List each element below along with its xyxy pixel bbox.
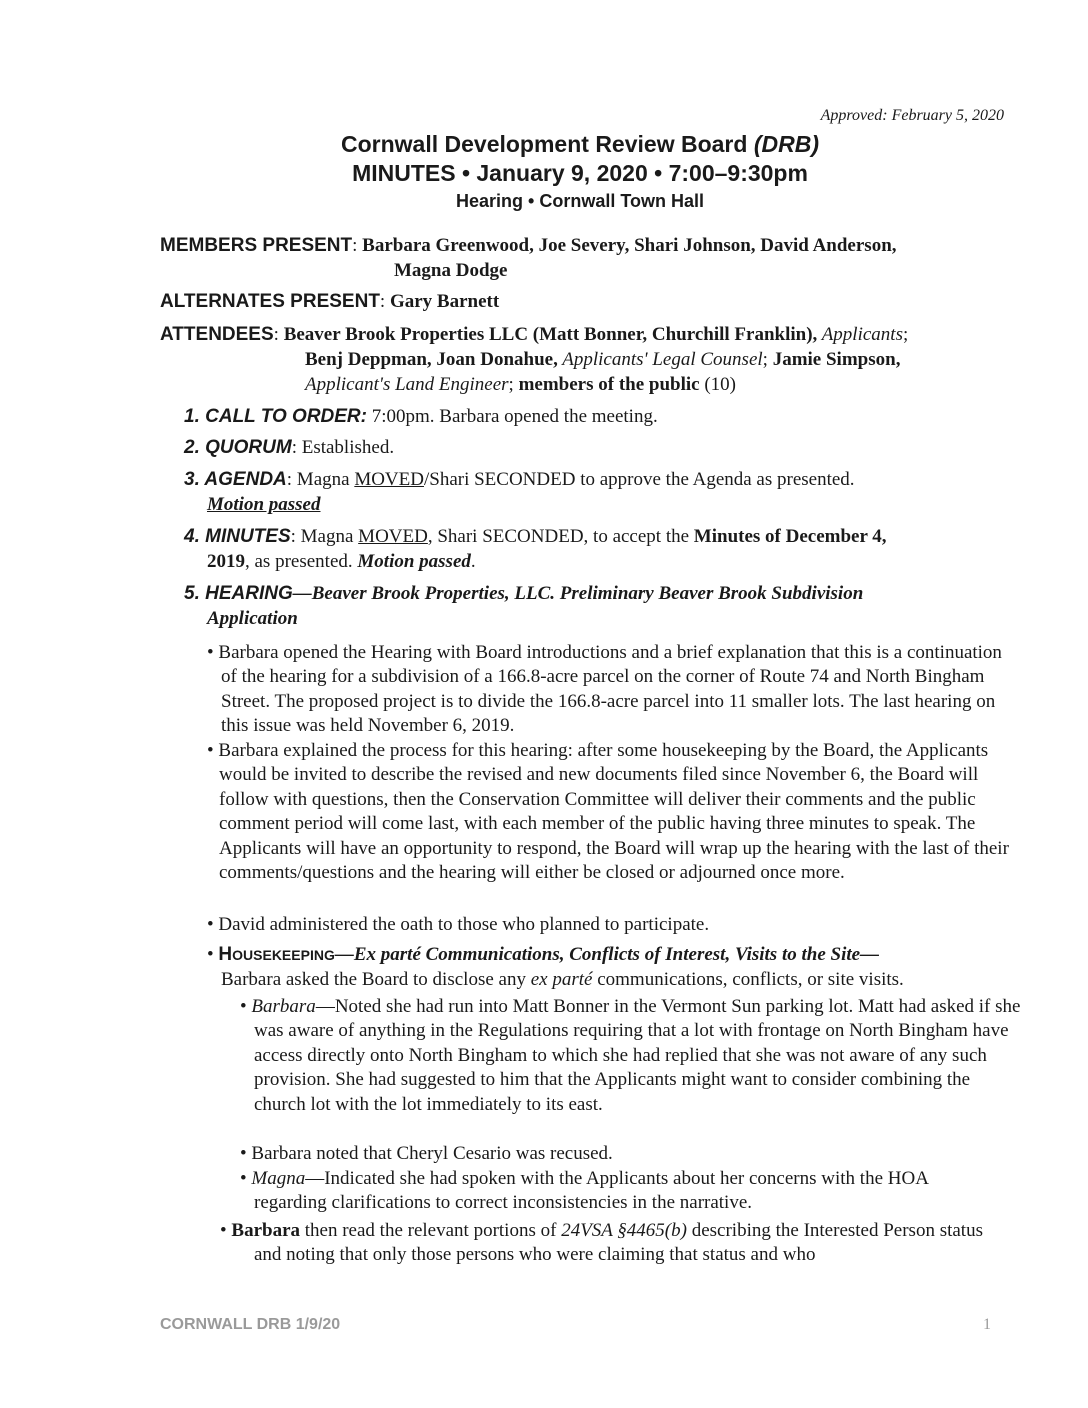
interested-person-text-b: describing the Interested Person status and noting that only those persons who were claiming that status and who <box>254 1220 983 1266</box>
alternates-colon: : <box>379 291 390 312</box>
item-4-period: . <box>470 551 476 572</box>
disclosure-magna <box>240 1167 994 1216</box>
members-label: MEMBERS PRESENT <box>160 235 353 256</box>
attendees-line2 <box>305 349 900 371</box>
item-4-text-c: , as presented. <box>245 551 358 572</box>
attendees-engineer-role: Applicant's Land Engineer <box>305 374 509 395</box>
hearing-bullet-opening: • Barbara opened the Hearing with Board introductions and a brief explanation that this is a continuation of the hearing for a subdivision of a 166.8-acre parcel on the corner of Route 74 and North Bingham Street. The proposed project is to divide the 166.8-acre parcel into 11 smaller lots. The last hearing on this issue was held November 6, 2019. <box>207 642 1002 737</box>
item-agenda <box>184 469 855 491</box>
attendees-label: ATTENDEES <box>160 324 274 345</box>
disclosure-barbara <box>240 995 1024 1117</box>
item-3-text-a: : Magna <box>286 469 355 490</box>
item-4-moved: MOVED <box>358 526 428 547</box>
item-1-text: 7:00pm. Barbara opened the meeting. <box>366 406 658 427</box>
item-5-title: —Beaver Brook Properties, LLC. Preliminary Beaver Brook Subdivision <box>292 583 864 604</box>
item-5-title-cont: Application <box>207 608 298 629</box>
attendees-line3 <box>305 374 736 396</box>
item-4-text-a: : Magna <box>290 526 359 547</box>
item-4-minutes-ref: Minutes of December 4, <box>693 526 887 547</box>
attendees-sep: ; <box>902 324 909 345</box>
disclosure-barbara-name: Barbara <box>251 996 316 1017</box>
alternates-label: ALTERNATES PRESENT <box>160 291 380 312</box>
interested-person-dot: • <box>220 1220 232 1241</box>
approved-date: Approved: February 5, 2020 <box>820 107 1004 124</box>
interested-person-name: Barbara <box>231 1220 301 1241</box>
footer-label: CORNWALL DRB 1/9/20 <box>160 1316 341 1333</box>
item-3-text-b: /Shari SECONDED to approve the Agenda as presented. <box>423 469 855 490</box>
attendees-sep3: ; <box>508 374 519 395</box>
item-3-motion-passed: Motion passed <box>207 494 321 515</box>
members-names-cont: Magna Dodge <box>394 260 508 281</box>
disclosure-recusal: • Barbara noted that Cheryl Cesario was recused. <box>240 1143 613 1164</box>
housekeeping-text-b: communications, conflicts, or site visits. <box>592 969 904 990</box>
housekeeping-heading <box>207 944 879 966</box>
attendees-engineer: Jamie Simpson, <box>772 349 901 370</box>
attendees-public-count: (10) <box>699 374 736 395</box>
alternates-names: Gary Barnett <box>389 291 500 312</box>
interested-person-bullet <box>220 1219 1010 1268</box>
hearing-bullet-process: • Barbara explained the process for this hearing: after some housekeeping by the Board, the Applicants would be invited to describe the revised and new documents filed since November 6, the Board will follow with questions, then the Conservation Committee will deliver their comments and the public comment period will come last, with each member of the public having three minutes to speak. The Applicants will have an opportunity to respond, the Board will wrap up the hearing with the last of their comments/questions and the hearing will either be closed or adjourned once more. <box>207 740 1009 884</box>
disclosure-magna-name: Magna <box>251 1168 306 1189</box>
alternates-present <box>160 291 499 313</box>
attendees-counsel: Benj Deppman, Joan Donahue, <box>305 349 558 370</box>
item-3-moved: MOVED <box>354 469 424 490</box>
document-title <box>0 131 1088 158</box>
disclosure-magna-text: —Indicated she had spoken with the Applicants about her concerns with the HOA regarding clarifications to correct inconsistencies in the narrative. <box>254 1168 928 1214</box>
members-names: Barbara Greenwood, Joe Severy, Shari Johnson, David Anderson, <box>362 235 897 256</box>
item-4-year: 2019 <box>207 551 245 572</box>
item-4-text-b: , Shari SECONDED, to accept the <box>427 526 694 547</box>
interested-person-text-a: then read the relevant portions of <box>300 1220 562 1241</box>
title-main: Cornwall Development Review Board <box>341 131 754 157</box>
attendees-applicants-role: Applicants <box>817 324 903 345</box>
item-minutes-cont <box>207 551 476 573</box>
item-quorum <box>184 437 394 459</box>
disclosure-barbara-text: —Noted she had run into Matt Bonner in the Vermont Sun parking lot. Matt had asked if she was aware of anything in the Regulations requiring that a lot with frontage on North Bingham have access directly onto North Bingham to which she had replied that she was not aware of any such provision. She had suggested to him that the Applicants might want to consider combining the church lot with the lot immediately to its east. <box>254 996 1021 1115</box>
housekeeping-text-a: Barbara asked the Board to disclose any <box>221 969 531 990</box>
housekeeping-label-rest: OUSEKEEPING <box>232 947 335 963</box>
title-abbr: (DRB) <box>753 131 819 157</box>
item-2-text: : Established. <box>291 437 395 458</box>
housekeeping-request <box>221 969 904 991</box>
members-present <box>160 235 897 257</box>
item-2-heading: 2. QUORUM <box>184 437 292 458</box>
interested-person-statute: 24VSA §4465(b) <box>561 1220 687 1241</box>
minutes-date-line: MINUTES • January 9, 2020 • 7:00–9:30pm <box>352 160 808 186</box>
attendees-public: members of the public <box>518 374 700 395</box>
item-4-heading: 4. MINUTES <box>184 526 291 547</box>
item-1-heading: 1. CALL TO ORDER: <box>184 406 367 427</box>
item-5-heading: 5. HEARING <box>184 583 293 604</box>
attendees-colon: : <box>273 324 284 345</box>
hearing-bullet-oath: • David administered the oath to those who planned to participate. <box>207 914 710 935</box>
disclosure-barbara-bullet: • <box>240 996 252 1017</box>
housekeeping-title: —Ex parté Communications, Conflicts of Interest, Visits to the Site— <box>334 944 880 965</box>
attendees-applicants: Beaver Brook Properties LLC (Matt Bonner, Churchill Franklin), <box>283 324 818 345</box>
attendees <box>160 324 908 346</box>
item-hearing <box>184 583 863 605</box>
item-call-to-order <box>184 406 658 428</box>
attendees-counsel-role: Applicants' Legal Counsel <box>557 349 763 370</box>
item-3-heading: 3. AGENDA <box>184 469 287 490</box>
page-number: 1 <box>983 1316 991 1333</box>
hearing-location-line: Hearing • Cornwall Town Hall <box>456 191 704 211</box>
housekeeping-ex-parte: ex parté <box>530 969 593 990</box>
item-minutes <box>184 526 887 548</box>
disclosure-magna-bullet: • <box>240 1168 252 1189</box>
housekeeping-bullet: • <box>207 944 219 965</box>
housekeeping-label-initial: H <box>218 944 233 965</box>
item-4-motion-passed: Motion passed <box>357 551 471 572</box>
members-colon: : <box>352 235 363 256</box>
attendees-sep2: ; <box>762 349 773 370</box>
